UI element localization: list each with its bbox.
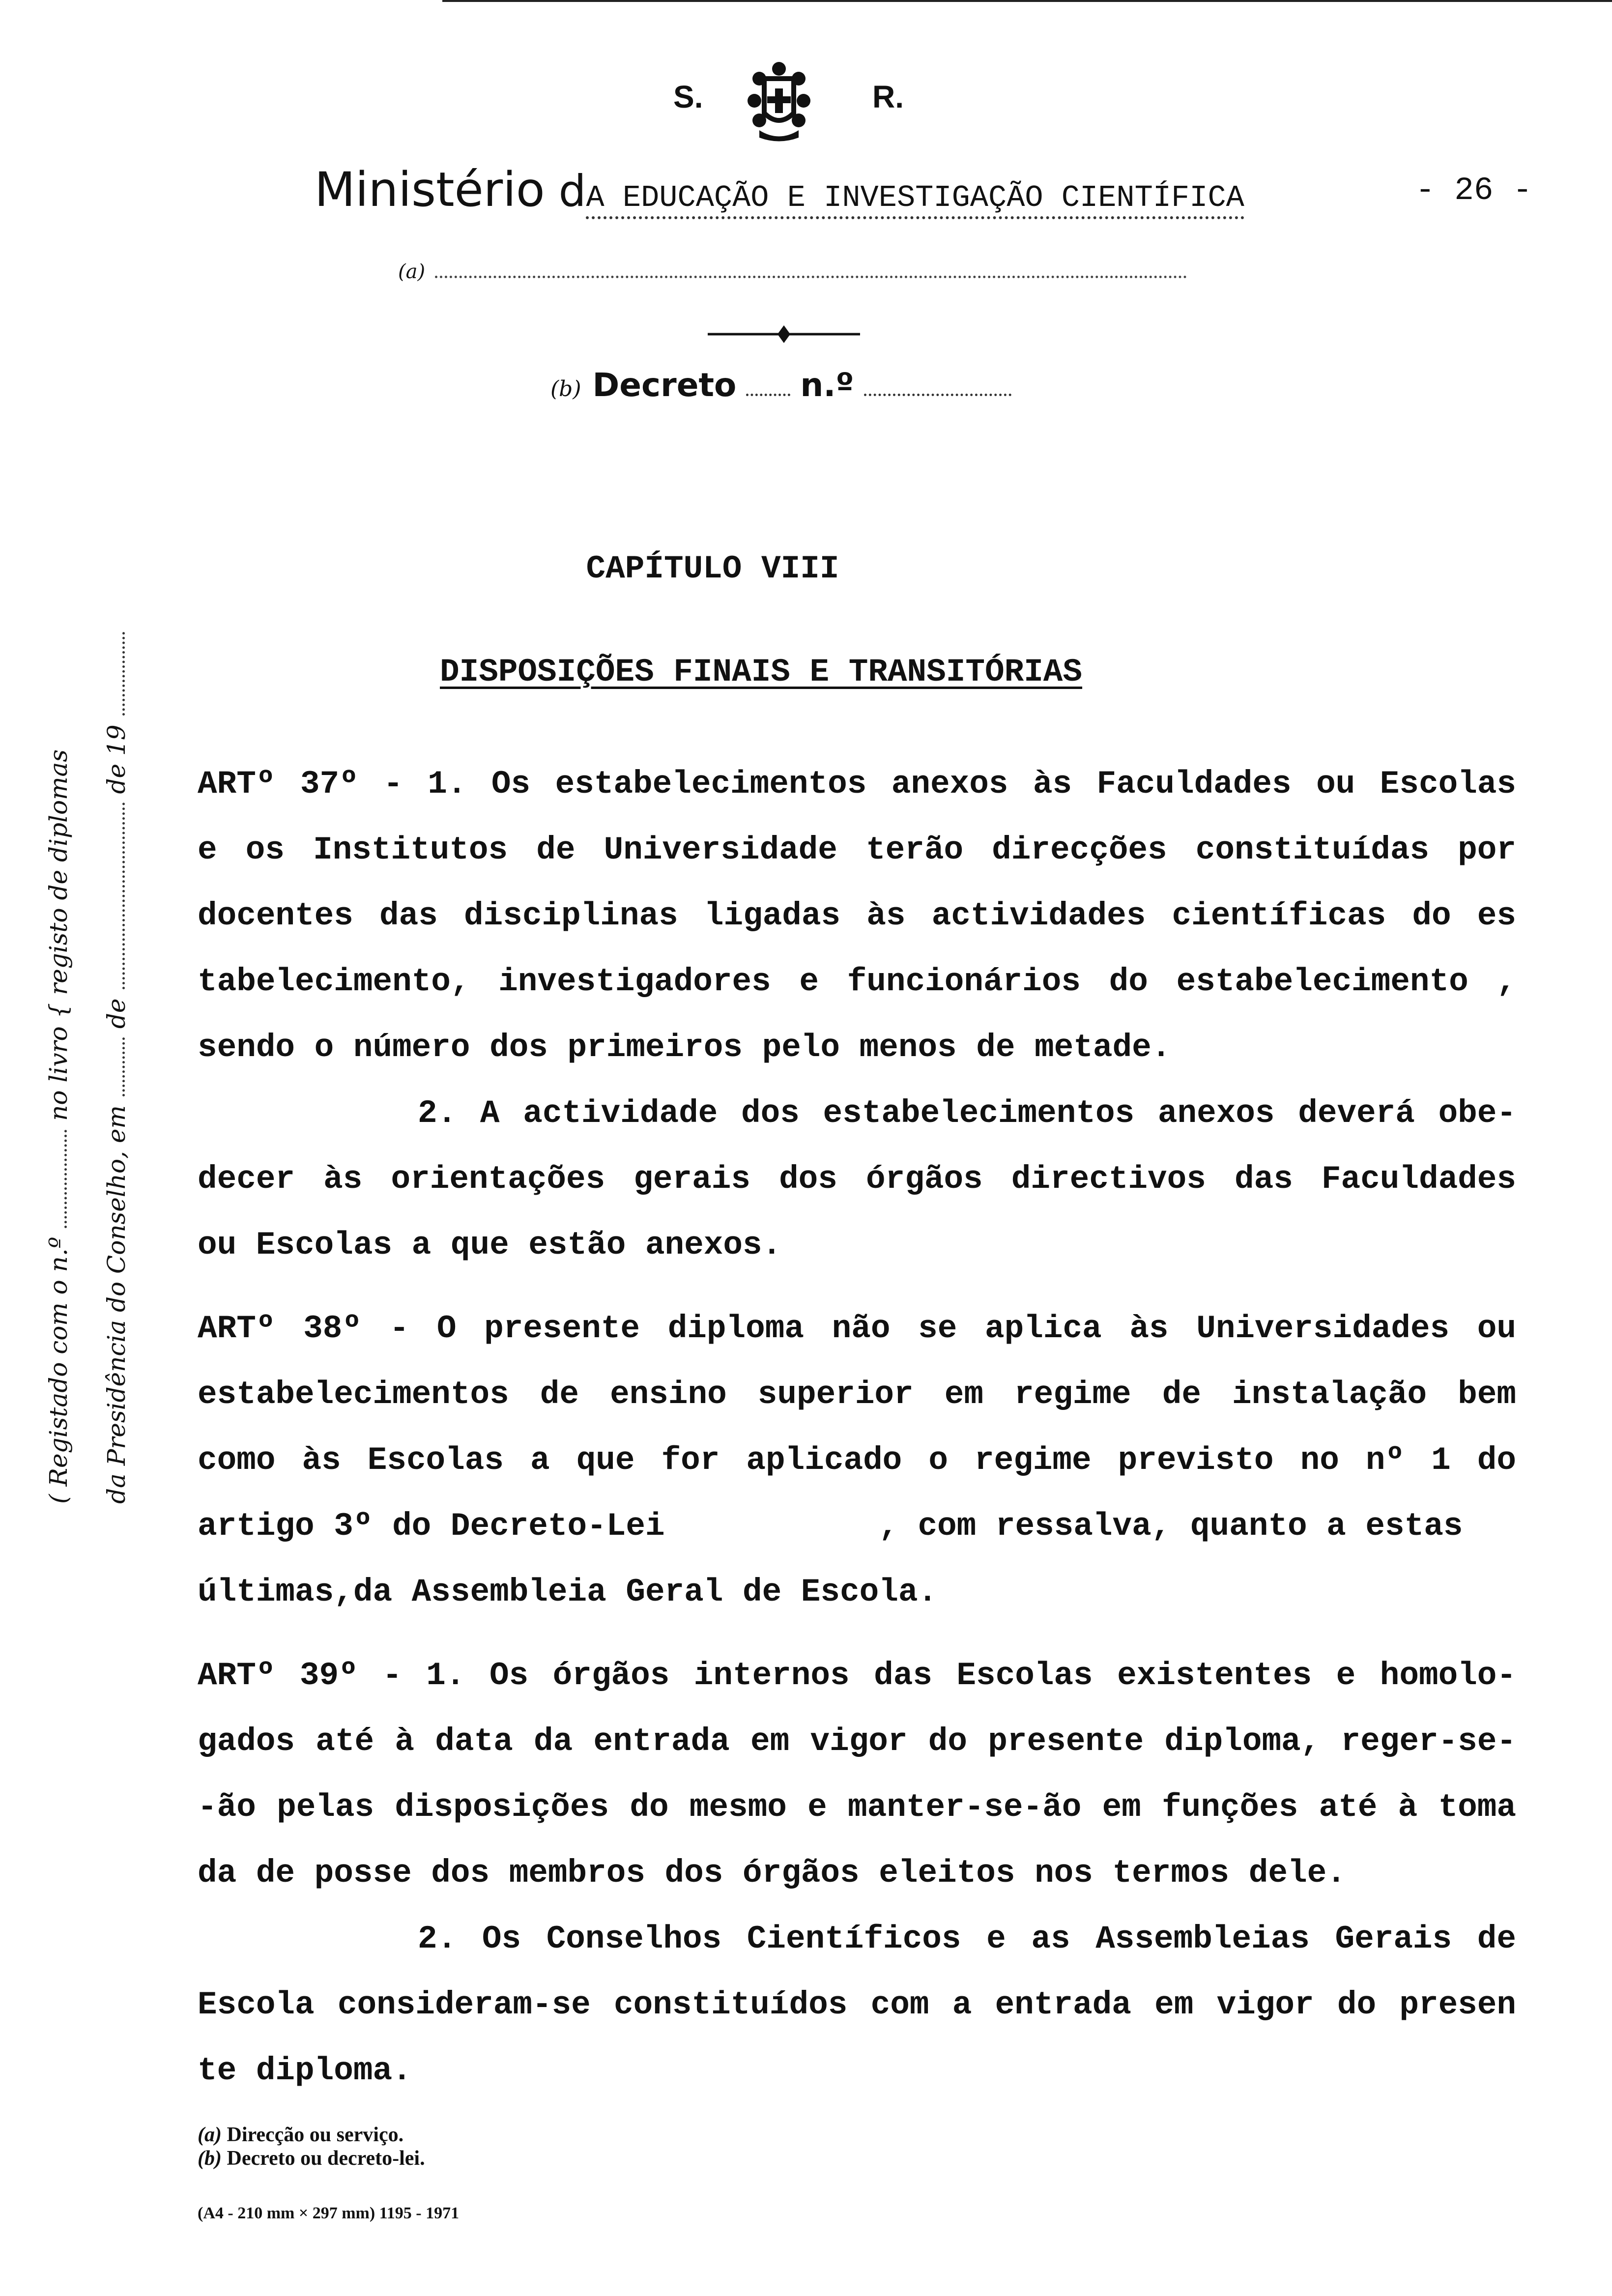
page-number: - 26 - [1415, 172, 1532, 209]
body-text [198, 767, 1516, 2119]
body-line: Escola consideram-se constituídos com a entrada em vigor do presen [198, 1986, 1516, 2023]
margin-blank [122, 803, 125, 990]
decree-field [550, 366, 1011, 404]
direction-blank [435, 276, 1187, 278]
body-line: estabelecimentos de ensino superior em regime de instalação bem [198, 1376, 1516, 1413]
body-line: te diploma. [198, 2052, 412, 2089]
header-letter-s: S. [673, 79, 703, 115]
margin-book-label: no livro [44, 1026, 73, 1121]
footnote-label: (b) [198, 2147, 222, 2170]
decree-type-blank [746, 394, 790, 396]
body-line: da de posse dos membros dos órgãos eleitos nos termos dele. [198, 1855, 1346, 1892]
ministerio-prefix: d [558, 166, 586, 216]
section-heading: DISPOSIÇÕES FINAIS E TRANSITÓRIAS [440, 654, 1083, 690]
a-label: (a) [398, 260, 426, 283]
body-line: como às Escolas a que for aplicado o regime previsto no nº 1 do [198, 1442, 1516, 1479]
body-line: sendo o número dos primeiros pelo menos de metade. [198, 1029, 1171, 1066]
margin-diplomas-label: registo de diplomas [44, 749, 73, 995]
decreto-label: Decreto [592, 366, 737, 404]
department-name: A EDUCAÇÃO E INVESTIGAÇÃO CIENTÍFICA [586, 180, 1244, 219]
body-line: docentes das disciplinas ligadas às actividades científicas do es [198, 897, 1516, 934]
footnote-b [198, 2147, 425, 2170]
margin-row-1: ( Registado com o n.ºno livro { registo de diplomas [44, 749, 73, 1504]
footnote-a [198, 2123, 403, 2147]
margin-registered-label: Registado com o n.º [44, 1236, 73, 1487]
margin-blank [122, 1037, 125, 1096]
top-border-line [442, 0, 1612, 2]
footnote-text: Direcção ou serviço. [227, 2124, 404, 2146]
margin-row-2 [102, 623, 160, 1504]
chapter-title: CAPÍTULO VIII [586, 550, 839, 587]
body-line: tabelecimento, investigadores e funcionários do estabelecimento , [198, 963, 1516, 1000]
divider-ornament-icon [708, 324, 860, 344]
ministry-title [315, 162, 1244, 217]
body-line: 2. A actividade dos estabelecimentos anexos deverá obe- [418, 1095, 1516, 1132]
body-line: e os Institutos de Universidade terão direcções constituídas por [198, 832, 1516, 868]
print-info: (A4 - 210 mm × 297 mm) 1195 - 1971 [198, 2204, 460, 2222]
body-line: decer às orientações gerais dos órgãos directivos das Faculdades [198, 1161, 1516, 1198]
footnote-label: (a) [198, 2124, 222, 2146]
body-line: 2. Os Conselhos Científicos e as Assembleias Gerais de [418, 1921, 1516, 1957]
footnote-text: Decreto ou decreto-lei. [227, 2147, 425, 2170]
margin-blank [64, 1130, 67, 1228]
registration-margin-note [44, 623, 160, 1504]
body-line: ARTº 38º - O presente diploma não se aplica às Universidades ou [198, 1310, 1516, 1347]
body-line: últimas,da Assembleia Geral de Escola. [198, 1574, 938, 1610]
margin-blank [122, 632, 125, 716]
ministerio-label: Ministério [315, 162, 545, 217]
body-line: ARTº 37º - 1. Os estabelecimentos anexos às Faculdades ou Escolas [198, 766, 1516, 803]
margin-year-label: de 19 [102, 724, 131, 794]
header-letter-r: R. [872, 79, 904, 115]
direction-field [398, 260, 1187, 283]
decree-number-blank [864, 394, 1011, 396]
numero-label: n.º [800, 366, 854, 404]
body-line: ou Escolas a que estão anexos. [198, 1227, 782, 1263]
body-line: -ão pelas disposições do mesmo e manter-se-ão em funções até à toma [198, 1789, 1516, 1826]
coat-of-arms-icon [740, 59, 818, 143]
body-line: ARTº 39º - 1. Os órgãos internos das Escolas existentes e homolo- [198, 1657, 1516, 1694]
b-label: (b) [550, 376, 581, 402]
body-line: artigo 3º do Decreto-Lei , com ressalva, quanto a estas [198, 1508, 1463, 1545]
body-line: gados até à data da entrada em vigor do presente diploma, reger-se- [198, 1723, 1516, 1760]
margin-presidency-label: da Presidência do Conselho, em [102, 1105, 131, 1504]
margin-de-label: de [102, 998, 131, 1029]
